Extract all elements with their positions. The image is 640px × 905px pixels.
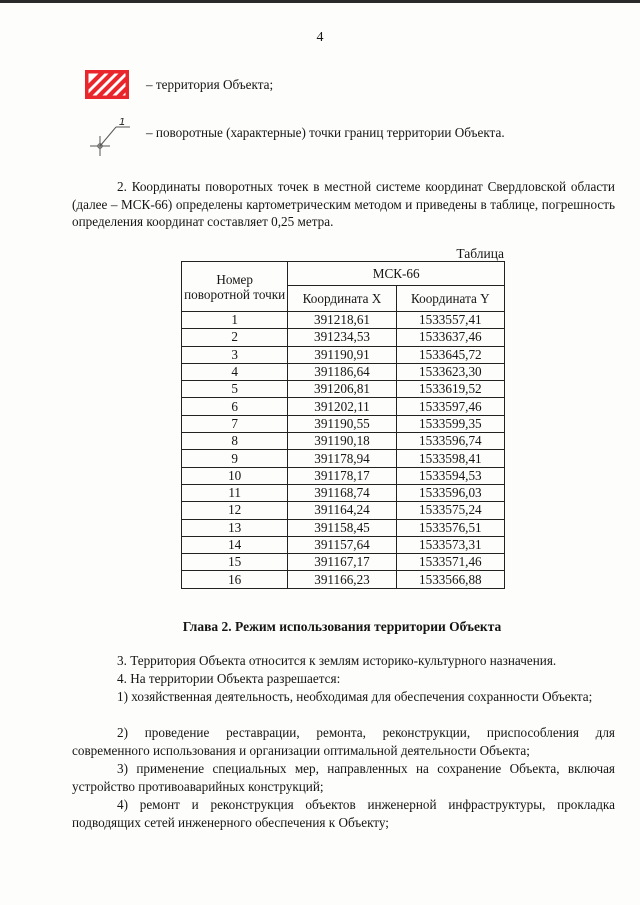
coord-y-cell: 1533597,46 [396,398,504,415]
coord-y-cell: 1533573,31 [396,536,504,553]
table-body [182,312,505,589]
point-number-cell: 13 [182,519,288,536]
point-number-cell: 2 [182,329,288,346]
turning-point-label: 1 [119,118,126,128]
point-number-cell: 1 [182,312,288,329]
coord-x-cell: 391178,94 [288,450,396,467]
coord-y-cell: 1533623,30 [396,363,504,380]
point-number-cell: 10 [182,467,288,484]
list-item-4: 4) ремонт и реконструкция объектов инженерной инфраструктуры, прокладка подводящих сетей инженерного обеспечения к Объекту; [72,797,615,830]
page-number: 4 [316,30,324,45]
table-row [182,363,505,380]
coord-y-cell: 1533619,52 [396,381,504,398]
coord-y-cell: 1533598,41 [396,450,504,467]
coord-y-cell: 1533575,24 [396,502,504,519]
point-number-cell: 16 [182,571,288,588]
coord-x-cell: 391178,17 [288,467,396,484]
coordinates-table [181,261,505,589]
coord-x-cell: 391166,23 [288,571,396,588]
point-number-cell: 4 [182,363,288,380]
table-row [182,398,505,415]
point-number-cell: 14 [182,536,288,553]
table-row [182,502,505,519]
point-number-cell: 3 [182,346,288,363]
table-row [182,554,505,571]
paragraph-permitted: 4. На территории Объекта разрешается: [117,671,341,686]
legend-point-text: – поворотные (характерные) точки границ территории Объекта. [146,125,505,140]
coord-x-cell: 391218,61 [288,312,396,329]
coord-y-cell: 1533645,72 [396,346,504,363]
table-row [182,571,505,588]
table-row [182,519,505,536]
coord-x-cell: 391164,24 [288,502,396,519]
paragraph-coordinates: 2. Координаты поворотных точек в местной системе координат Свердловской области (далее – МСК-66) определены картометрическим методом и приведены в таблице, погрешность определения координат составляет 0,25 метра. [72,179,615,230]
point-number-cell: 11 [182,484,288,501]
coord-x-cell: 391190,18 [288,433,396,450]
coord-x-cell: 391234,53 [288,329,396,346]
point-number-cell: 15 [182,554,288,571]
table-caption: Таблица [456,246,504,261]
header-point-number: Номер поворотной точки [182,262,288,312]
scan-edge [0,0,640,3]
header-x: Координата X [288,286,396,312]
coord-y-cell: 1533596,03 [396,484,504,501]
list-item-3: 3) применение специальных мер, направленных на сохранение Объекта, включая устройство противоаварийных конструкций; [72,761,615,794]
coord-x-cell: 391167,17 [288,554,396,571]
table-row [182,329,505,346]
coord-y-cell: 1533571,46 [396,554,504,571]
table-row [182,433,505,450]
coord-y-cell: 1533557,41 [396,312,504,329]
coord-y-cell: 1533637,46 [396,329,504,346]
coord-y-cell: 1533596,74 [396,433,504,450]
territory-hatch-icon [85,70,129,99]
coord-x-cell: 391190,91 [288,346,396,363]
coord-x-cell: 391168,74 [288,484,396,501]
header-y: Координата Y [396,286,504,312]
table-row [182,415,505,432]
table-row [182,346,505,363]
table-row [182,484,505,501]
point-number-cell: 6 [182,398,288,415]
chapter-title: Глава 2. Режим использования территории Объекта [182,619,502,634]
table-row [182,467,505,484]
coord-x-cell: 391206,81 [288,381,396,398]
coord-x-cell: 391202,11 [288,398,396,415]
point-number-cell: 12 [182,502,288,519]
table-row [182,450,505,467]
coord-y-cell: 1533566,88 [396,571,504,588]
table-row [182,312,505,329]
point-number-cell: 7 [182,415,288,432]
table-row [182,381,505,398]
turning-point-icon [86,118,136,158]
header-system: МСК-66 [288,262,505,286]
coord-y-cell: 1533576,51 [396,519,504,536]
point-number-cell: 8 [182,433,288,450]
list-item-1: 1) хозяйственная деятельность, необходимая для обеспечения сохранности Объекта; [117,689,593,704]
point-number-cell: 9 [182,450,288,467]
coord-x-cell: 391190,55 [288,415,396,432]
point-number-cell: 5 [182,381,288,398]
table-row [182,536,505,553]
coord-y-cell: 1533594,53 [396,467,504,484]
coord-x-cell: 391158,45 [288,519,396,536]
coord-y-cell: 1533599,35 [396,415,504,432]
list-item-2: 2) проведение реставрации, ремонта, реконструкции, приспособления для современного использования и организации оптимальной деятельности Объекта; [72,725,615,758]
paragraph-land-category: 3. Территория Объекта относится к землям историко-культурного назначения. [117,653,557,668]
legend-territory-text: – территория Объекта; [146,77,274,92]
coord-x-cell: 391186,64 [288,363,396,380]
coord-x-cell: 391157,64 [288,536,396,553]
